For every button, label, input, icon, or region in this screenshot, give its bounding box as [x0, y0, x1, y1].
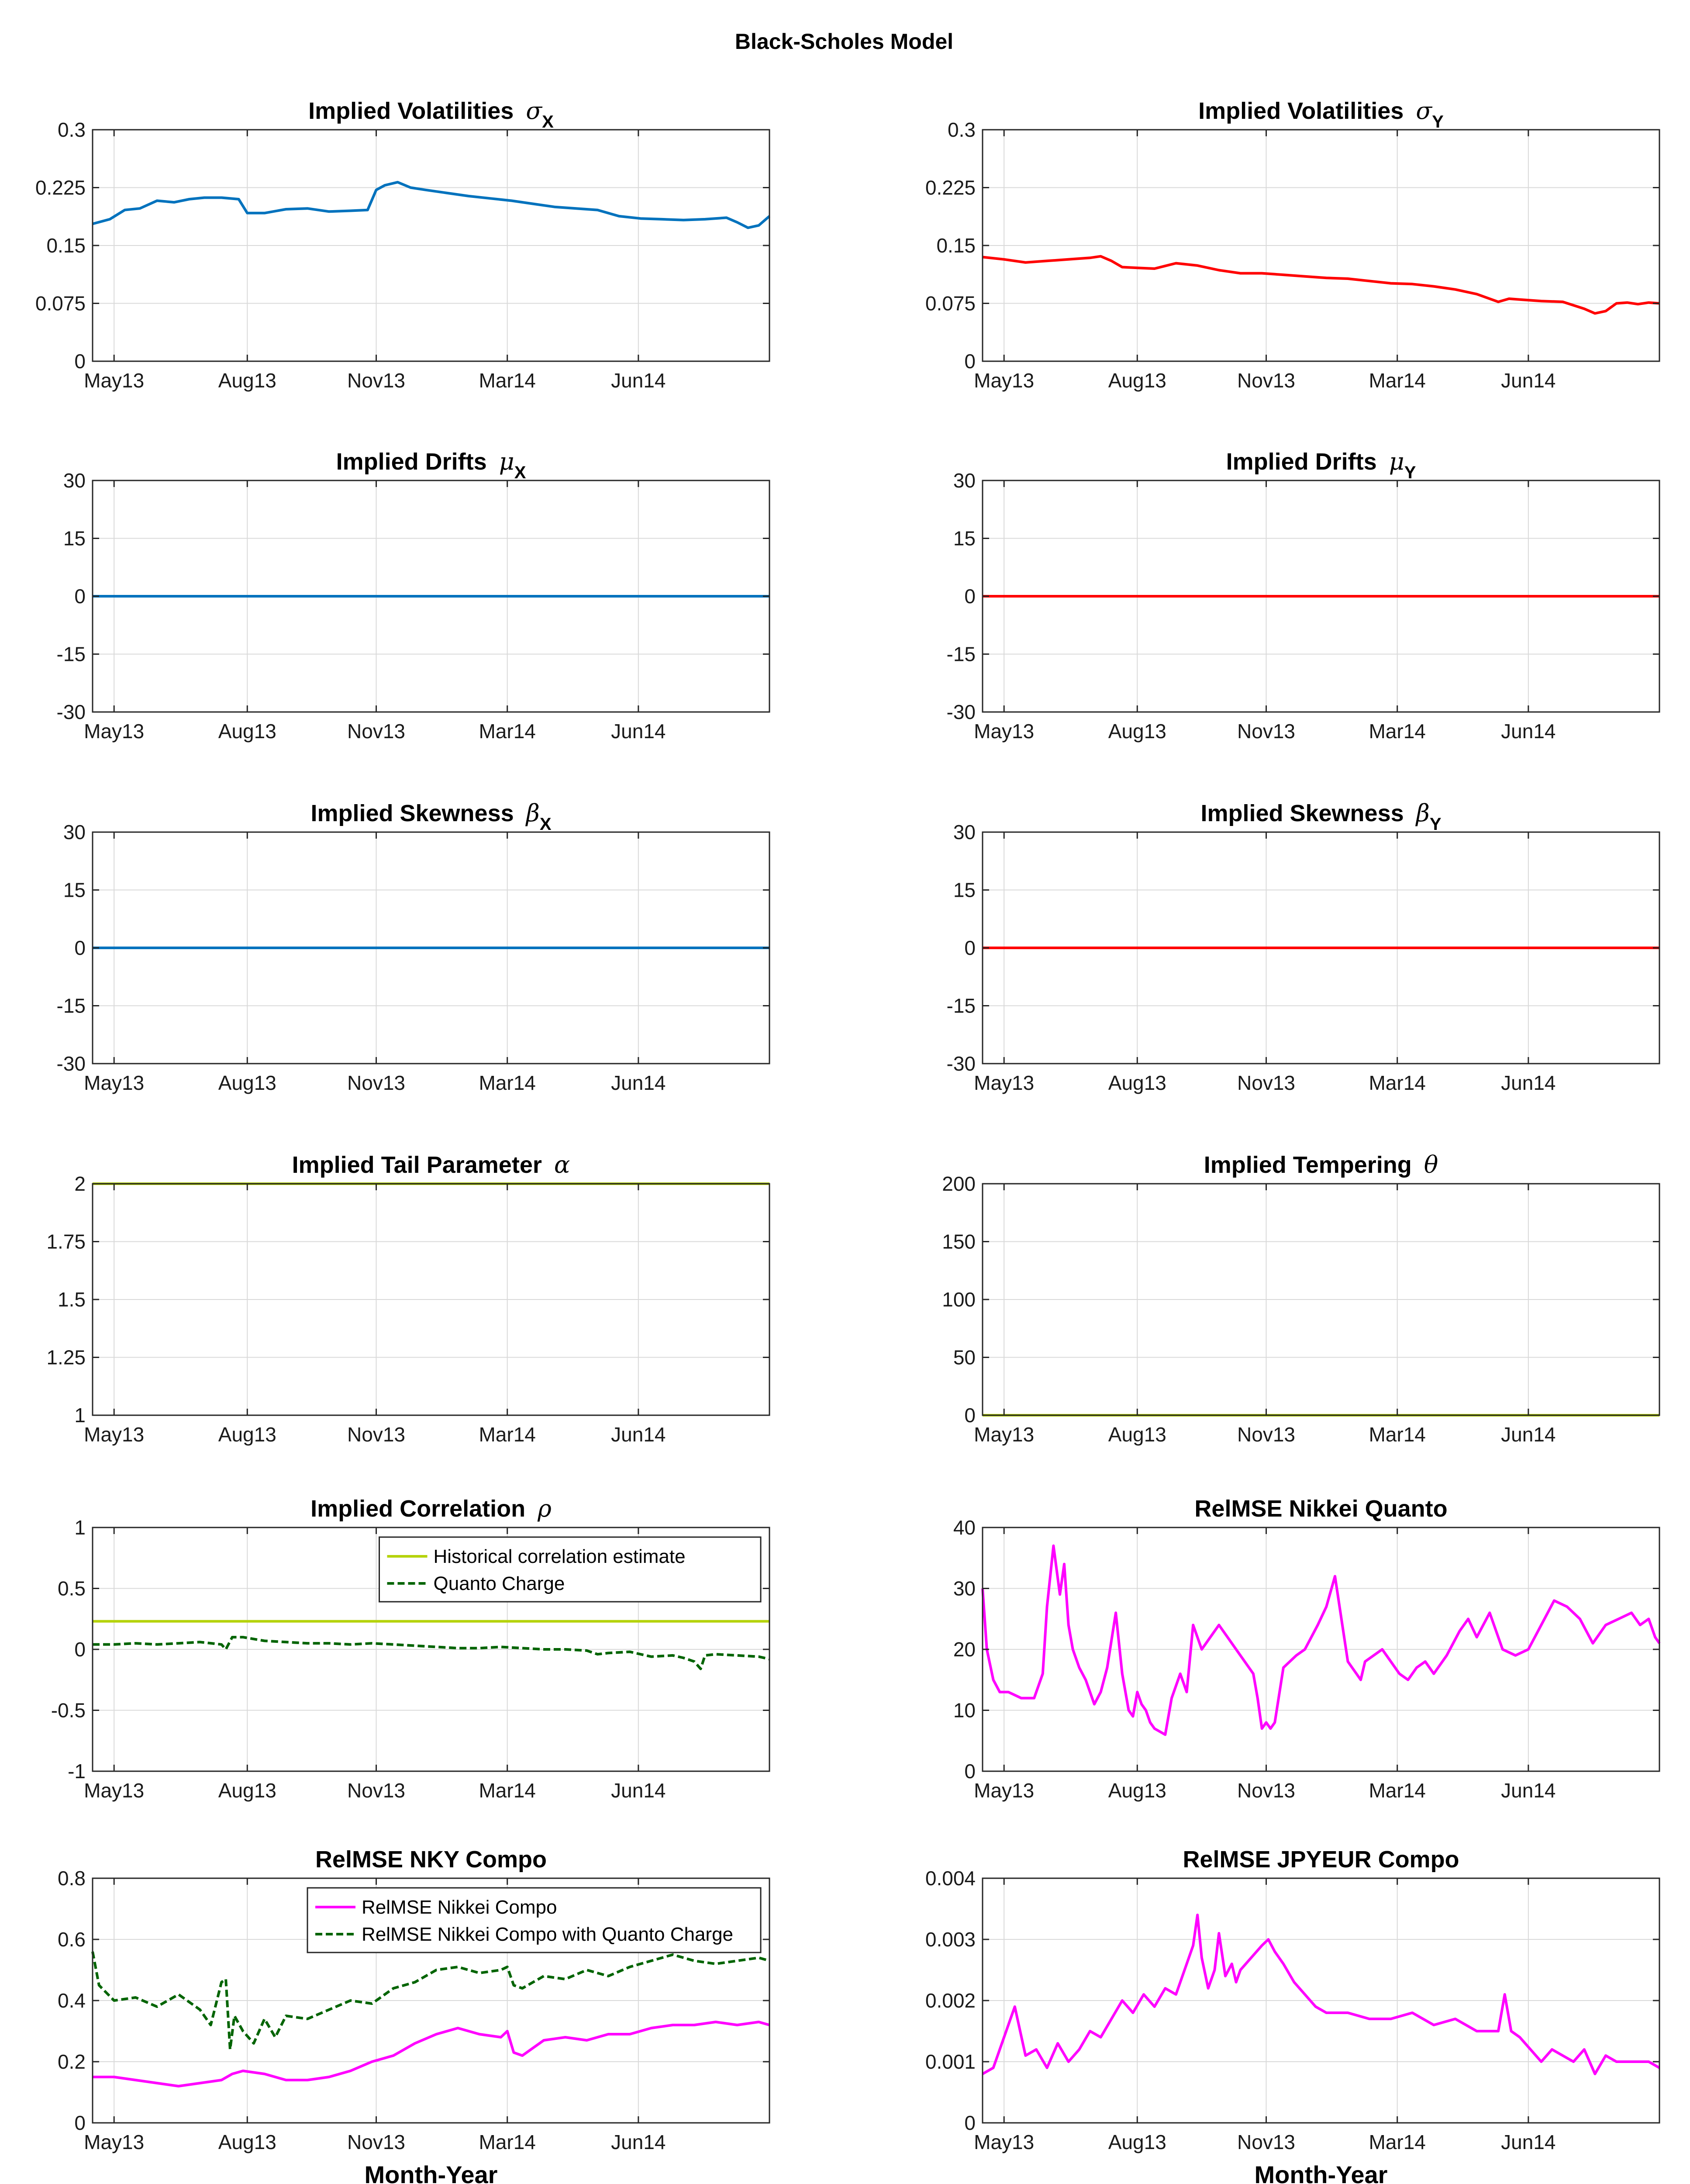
y-tick-label: 30	[63, 469, 86, 492]
chart-title	[1204, 1151, 1438, 1178]
y-tick-label: 0.2	[58, 2050, 86, 2073]
x-tick-label: Mar14	[479, 1071, 536, 1094]
x-tick-label: May13	[974, 1423, 1035, 1446]
x-tick-label: Mar14	[479, 720, 536, 743]
x-axis-label: Month-Year	[1254, 2161, 1388, 2184]
legend-label: Historical correlation estimate	[433, 1546, 686, 1567]
x-tick-label: May13	[84, 2131, 145, 2153]
legend-label: RelMSE Nikkei Compo with Quanto Charge	[362, 1924, 734, 1945]
chart-title-symbol: β	[1416, 799, 1430, 827]
x-tick-label: Mar14	[1369, 2131, 1426, 2153]
x-tick-label: Nov13	[1237, 720, 1296, 743]
chart-title	[1200, 799, 1441, 834]
chart-title-text: Implied Skewness	[1200, 800, 1404, 826]
y-tick-label: 1	[74, 1516, 86, 1539]
y-tick-label: 0.002	[925, 1989, 976, 2012]
x-tick-label: Nov13	[347, 1779, 406, 1802]
x-tick-label: Nov13	[347, 1071, 406, 1094]
chart-title-text: RelMSE JPYEUR Compo	[1183, 1846, 1459, 1873]
chart-title-text: Implied Tail Parameter	[292, 1152, 542, 1178]
x-tick-label: Jun14	[611, 720, 666, 743]
x-tick-label: Mar14	[479, 1423, 536, 1446]
chart-title-text: Implied Tempering	[1204, 1152, 1412, 1178]
x-tick-label: Nov13	[347, 720, 406, 743]
chart-title	[1194, 1496, 1447, 1522]
y-tick-label: -15	[56, 643, 86, 666]
figure-title: Black-Scholes Model	[735, 29, 954, 54]
y-tick-label: 0	[74, 350, 86, 373]
x-tick-label: Jun14	[1501, 1779, 1556, 1802]
x-axis-label: Month-Year	[364, 2161, 498, 2184]
subplot-grid	[35, 97, 1659, 2184]
y-tick-label: 0.075	[35, 292, 86, 315]
chart-title-subscript: X	[539, 815, 552, 834]
y-tick-label: 0.225	[925, 176, 976, 199]
chart-skew-y	[947, 799, 1659, 1094]
x-tick-label: Aug13	[1108, 2131, 1166, 2153]
chart-title-subscript: Y	[1404, 463, 1416, 482]
chart-title-text: RelMSE Nikkei Quanto	[1194, 1496, 1448, 1522]
y-tick-label: 0.075	[925, 292, 976, 315]
chart-title-text: Implied Volatilities	[1198, 98, 1404, 124]
y-tick-label: 10	[953, 1699, 976, 1722]
x-tick-label: May13	[974, 1071, 1035, 1094]
x-tick-label: May13	[84, 1423, 145, 1446]
y-tick-label: 1	[74, 1404, 86, 1427]
y-tick-label: 15	[63, 527, 86, 550]
x-tick-label: Nov13	[347, 1423, 406, 1446]
y-tick-label: 0.3	[58, 118, 86, 141]
y-tick-label: 2	[74, 1172, 86, 1195]
y-tick-label: 0	[964, 936, 976, 959]
y-tick-label: 0.4	[58, 1989, 86, 2012]
x-tick-label: Nov13	[347, 2131, 406, 2153]
x-tick-label: Mar14	[1369, 1779, 1426, 1802]
x-tick-label: Mar14	[1369, 720, 1426, 743]
y-tick-label: 0.15	[936, 234, 976, 257]
chart-title	[310, 799, 551, 834]
y-tick-label: 100	[942, 1288, 976, 1311]
x-tick-label: Aug13	[218, 1779, 276, 1802]
y-tick-label: -30	[56, 1052, 86, 1075]
chart-title-text: Implied Drifts	[336, 449, 487, 475]
x-tick-label: Jun14	[1501, 1423, 1556, 1446]
y-tick-label: 1.75	[46, 1230, 86, 1253]
x-tick-label: Mar14	[1369, 1071, 1426, 1094]
chart-title-symbol: β	[526, 799, 540, 827]
legend-label: RelMSE Nikkei Compo	[362, 1897, 557, 1918]
y-tick-label: 0.6	[58, 1928, 86, 1951]
y-tick-label: 0.225	[35, 176, 86, 199]
x-tick-label: Mar14	[479, 1779, 536, 1802]
y-tick-label: -1	[68, 1760, 86, 1783]
legend	[307, 1888, 761, 1952]
x-tick-label: Aug13	[1108, 720, 1166, 743]
chart-title-text: Implied Volatilities	[308, 98, 514, 124]
x-tick-label: May13	[84, 369, 145, 392]
chart-title-symbol: σ	[1416, 97, 1432, 124]
chart-title	[292, 1151, 570, 1178]
legend	[379, 1537, 761, 1602]
chart-title	[1183, 1846, 1459, 1873]
chart-title	[310, 1495, 552, 1522]
y-tick-label: -30	[946, 1052, 976, 1075]
legend-label: Quanto Charge	[433, 1573, 565, 1594]
x-tick-label: Aug13	[218, 2131, 276, 2153]
chart-title-text: Implied Skewness	[310, 800, 514, 826]
x-tick-label: Jun14	[1501, 2131, 1556, 2153]
chart-relmse-jpyeur-compo	[925, 1846, 1659, 2184]
x-tick-label: Jun14	[611, 369, 666, 392]
y-tick-label: 0	[964, 1404, 976, 1427]
chart-title	[1226, 448, 1416, 482]
y-tick-label: 0.15	[46, 234, 86, 257]
y-tick-label: 0	[964, 2111, 976, 2134]
y-tick-label: 15	[953, 527, 976, 550]
x-tick-label: Aug13	[1108, 1779, 1166, 1802]
y-tick-label: 0.001	[925, 2050, 976, 2073]
y-tick-label: 0	[74, 1638, 86, 1661]
x-tick-label: Aug13	[218, 720, 276, 743]
y-tick-label: -15	[56, 994, 86, 1017]
y-tick-label: 0	[74, 585, 86, 608]
x-tick-label: Mar14	[1369, 369, 1426, 392]
y-tick-label: 15	[63, 878, 86, 902]
x-tick-label: May13	[974, 1779, 1035, 1802]
chart-title	[336, 448, 526, 482]
chart-tail-alpha	[46, 1151, 769, 1446]
chart-title-subscript: Y	[1429, 815, 1442, 834]
y-tick-label: 0.5	[58, 1577, 86, 1600]
x-tick-label: Mar14	[479, 369, 536, 392]
x-tick-label: May13	[84, 1779, 145, 1802]
y-tick-label: 0	[964, 350, 976, 373]
x-tick-label: May13	[974, 2131, 1035, 2153]
chart-title-symbol: σ	[526, 97, 542, 124]
y-tick-label: 0	[74, 936, 86, 959]
x-tick-label: Nov13	[1237, 1779, 1296, 1802]
y-tick-label: 30	[63, 821, 86, 843]
chart-vol-x	[35, 97, 769, 392]
chart-drift-y	[947, 448, 1659, 743]
x-tick-label: Jun14	[1501, 720, 1556, 743]
y-tick-label: 150	[942, 1230, 976, 1253]
x-tick-label: Nov13	[1237, 2131, 1296, 2153]
x-tick-label: Jun14	[611, 2131, 666, 2153]
x-tick-label: Aug13	[1108, 1071, 1166, 1094]
x-tick-label: May13	[974, 720, 1035, 743]
chart-title	[1198, 97, 1444, 131]
x-tick-label: Aug13	[218, 1071, 276, 1094]
y-tick-label: -15	[946, 643, 976, 666]
y-tick-label: -30	[56, 701, 86, 723]
chart-title-symbol: μ	[499, 448, 514, 475]
x-tick-label: Jun14	[611, 1423, 666, 1446]
y-tick-label: 30	[953, 1577, 976, 1600]
chart-vol-y	[925, 97, 1659, 392]
chart-title-symbol: θ	[1424, 1151, 1438, 1178]
chart-relmse-nikkei-quanto	[953, 1496, 1659, 1802]
y-tick-label: 50	[953, 1346, 976, 1369]
chart-title	[315, 1846, 547, 1873]
x-tick-label: Mar14	[479, 2131, 536, 2153]
y-tick-label: -0.5	[51, 1699, 86, 1722]
chart-title-text: RelMSE NKY Compo	[315, 1846, 547, 1873]
chart-drift-x	[57, 448, 769, 743]
y-tick-label: 20	[953, 1638, 976, 1661]
y-tick-label: -15	[946, 994, 976, 1017]
y-tick-label: 1.5	[58, 1288, 86, 1311]
y-tick-label: 30	[953, 821, 976, 843]
y-tick-label: 0.003	[925, 1928, 976, 1951]
x-tick-label: Jun14	[611, 1071, 666, 1094]
x-tick-label: Aug13	[218, 369, 276, 392]
x-tick-label: Jun14	[611, 1779, 666, 1802]
chart-title-subscript: X	[542, 112, 554, 131]
chart-correlation-rho	[51, 1495, 769, 1802]
y-tick-label: 0	[74, 2111, 86, 2134]
y-tick-label: 0	[964, 585, 976, 608]
x-tick-label: Aug13	[218, 1423, 276, 1446]
chart-relmse-nky-compo	[58, 1846, 769, 2184]
x-tick-label: Mar14	[1369, 1423, 1426, 1446]
y-tick-label: -30	[946, 701, 976, 723]
y-tick-label: 1.25	[46, 1346, 86, 1369]
chart-skew-x	[57, 799, 769, 1094]
y-tick-label: 30	[953, 469, 976, 492]
chart-title	[308, 97, 554, 131]
chart-title-symbol: μ	[1389, 448, 1404, 475]
y-tick-label: 200	[942, 1172, 976, 1195]
x-tick-label: Jun14	[1501, 369, 1556, 392]
x-tick-label: Nov13	[1237, 369, 1296, 392]
x-tick-label: May13	[84, 1071, 145, 1094]
chart-title-text: Implied Drifts	[1226, 449, 1377, 475]
chart-title-subscript: Y	[1432, 112, 1444, 131]
y-tick-label: 0	[964, 1760, 976, 1783]
y-tick-label: 0.3	[948, 118, 976, 141]
x-tick-label: Nov13	[1237, 1071, 1296, 1094]
y-tick-label: 15	[953, 878, 976, 902]
x-tick-label: Jun14	[1501, 1071, 1556, 1094]
x-tick-label: Nov13	[347, 369, 406, 392]
x-tick-label: May13	[84, 720, 145, 743]
chart-title-text: Implied Correlation	[310, 1496, 526, 1522]
chart-title-subscript: X	[514, 463, 526, 482]
x-tick-label: May13	[974, 369, 1035, 392]
chart-title-symbol: α	[554, 1151, 570, 1178]
chart-tempering-theta	[942, 1151, 1659, 1446]
x-tick-label: Aug13	[1108, 369, 1166, 392]
y-tick-label: 40	[953, 1516, 976, 1539]
chart-title-symbol: ρ	[538, 1495, 552, 1522]
x-tick-label: Nov13	[1237, 1423, 1296, 1446]
y-tick-label: 0.8	[58, 1867, 86, 1890]
y-tick-label: 0.004	[925, 1867, 976, 1890]
x-tick-label: Aug13	[1108, 1423, 1166, 1446]
